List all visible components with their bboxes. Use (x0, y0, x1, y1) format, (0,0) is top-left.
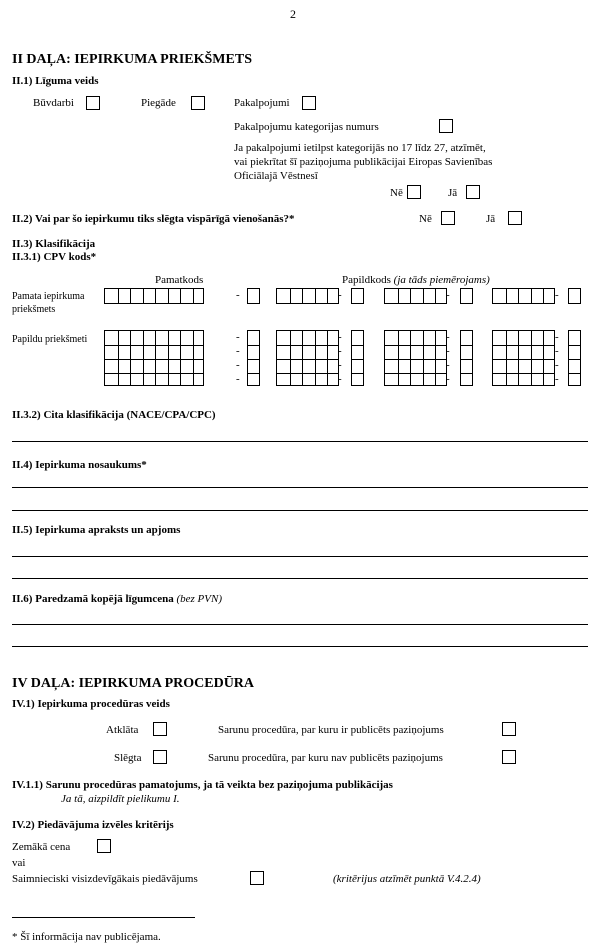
publication-note-line1: Ja pakalpojumi ietilpst kategorijās no 17 līdz 27, atzīmēt, (234, 142, 486, 154)
dash-separator: - (338, 345, 342, 357)
additional-extra-code-grid-1[interactable] (276, 330, 339, 386)
section-4-1-1-note: Ja tā, aizpildīt pielikumu I. (61, 793, 180, 805)
answer-line[interactable] (12, 578, 588, 579)
section-4-2-heading: IV.2) Piedāvājuma izvēles kritērijs (12, 819, 174, 831)
zemaka-cena-checkbox[interactable] (97, 839, 111, 853)
column-papildkods-note: (ja tāds piemērojams) (393, 274, 490, 286)
answer-line[interactable] (12, 556, 588, 557)
additional-main-code-grid[interactable] (104, 330, 204, 386)
section-2-3-heading: II.3) Klasifikācija (12, 238, 96, 250)
extra-code-grid-2[interactable] (384, 288, 447, 304)
atklata-label: Atklāta (106, 724, 139, 736)
publication-note-line2: vai piekrītat šī paziņojuma publikācijai Eiropas Savienības (234, 156, 493, 168)
main-check-box[interactable] (247, 288, 260, 304)
category-number-box[interactable] (439, 119, 453, 133)
agreement-ja-label: Jā (486, 213, 496, 225)
publication-note-line3: Oficiālajā Vēstnesī (234, 170, 318, 182)
column-papildkods (342, 274, 490, 287)
column-papildkods-label: Papildkods (342, 274, 391, 286)
additional-extra-code-grid-3[interactable] (492, 330, 555, 386)
sarunu-unpublished-checkbox[interactable] (502, 750, 516, 764)
dash-separator: - (555, 373, 559, 385)
additional-main-check-box[interactable] (247, 330, 260, 386)
answer-line[interactable] (12, 510, 588, 511)
section-4-1-heading: IV.1) Iepirkuma procedūras veids (12, 698, 170, 710)
saimnieciski-label: Saimnieciski visizdevīgākais piedāvājums (12, 873, 198, 885)
dash-separator: - (236, 331, 240, 343)
dash-separator: - (338, 359, 342, 371)
piegade-label: Piegāde (141, 97, 176, 109)
agreement-ne-checkbox[interactable] (441, 211, 455, 225)
publication-ne-label: Nē (390, 187, 403, 199)
additional-extra-check-box-2[interactable] (460, 330, 473, 386)
section-2-6-heading-text: II.6) Paredzamā kopējā līgumcena (12, 593, 174, 605)
atklata-checkbox[interactable] (153, 722, 167, 736)
dash-separator: - (446, 331, 450, 343)
section-2-3-1-heading: II.3.1) CPV kods* (12, 251, 97, 263)
section-2-6-heading (12, 593, 222, 606)
slegta-checkbox[interactable] (153, 750, 167, 764)
category-number-label: Pakalpojumu kategorijas numurs (234, 121, 379, 133)
extra-check-box-3[interactable] (568, 288, 581, 304)
answer-line[interactable] (12, 624, 588, 625)
footnote: * Šī informācija nav publicējama. (12, 931, 161, 943)
dash-separator: - (338, 373, 342, 385)
row-main-label-line1: Pamata iepirkuma (12, 291, 85, 302)
additional-extra-check-box-1[interactable] (351, 330, 364, 386)
piegade-checkbox[interactable] (191, 96, 205, 110)
agreement-ja-checkbox[interactable] (508, 211, 522, 225)
dash-separator: - (446, 373, 450, 385)
part4-title: IV DAĻA: IEPIRKUMA PROCEDŪRA (12, 676, 255, 691)
answer-line[interactable] (12, 487, 588, 488)
publication-ne-checkbox[interactable] (407, 185, 421, 199)
section-2-4-heading: II.4) Iepirkuma nosaukums* (12, 459, 147, 471)
row-extra-label: Papildu priekšmeti (12, 334, 88, 345)
slegta-label: Slēgta (114, 752, 142, 764)
section-2-6-heading-note: (bez PVN) (176, 593, 222, 605)
dash-separator: - (555, 359, 559, 371)
extra-check-box-2[interactable] (460, 288, 473, 304)
extra-code-grid-1[interactable] (276, 288, 339, 304)
saimnieciski-checkbox[interactable] (250, 871, 264, 885)
dash-separator: - (338, 289, 342, 301)
extra-code-grid-3[interactable] (492, 288, 555, 304)
sarunu-published-label: Sarunu procedūra, par kuru ir publicēts paziņojums (218, 724, 444, 736)
part2-title: II DAĻA: IEPIRKUMA PRIEKŠMETS (12, 52, 252, 67)
dash-separator: - (446, 289, 450, 301)
publication-ja-label: Jā (448, 187, 458, 199)
dash-separator: - (555, 345, 559, 357)
buvdarbi-checkbox[interactable] (86, 96, 100, 110)
agreement-ne-label: Nē (419, 213, 432, 225)
section-2-1-heading: II.1) Līguma veids (12, 75, 99, 87)
dash-separator: - (555, 331, 559, 343)
row-main-label-line2: priekšmets (12, 304, 56, 315)
answer-line[interactable] (12, 646, 588, 647)
dash-separator: - (236, 289, 240, 301)
vai-label: vai (12, 857, 26, 869)
main-code-grid[interactable] (104, 288, 204, 304)
section-2-3-2-heading: II.3.2) Cita klasifikācija (NACE/CPA/CPC) (12, 409, 216, 421)
dash-separator: - (236, 359, 240, 371)
section-4-1-1-heading: IV.1.1) Sarunu procedūras pamatojums, ja tā veikta bez paziņojuma publikācijas (12, 779, 393, 791)
dash-separator: - (446, 359, 450, 371)
dash-separator: - (236, 345, 240, 357)
column-pamatkods: Pamatkods (155, 274, 204, 286)
sarunu-published-checkbox[interactable] (502, 722, 516, 736)
buvdarbi-label: Būvdarbi (33, 97, 74, 109)
zemaka-cena-label: Zemākā cena (12, 841, 71, 853)
additional-extra-check-box-3[interactable] (568, 330, 581, 386)
saimnieciski-note: (kritērijus atzīmēt punktā V.4.2.4) (333, 873, 481, 885)
dash-separator: - (338, 331, 342, 343)
sarunu-unpublished-label: Sarunu procedūra, par kuru nav publicēts paziņojums (208, 752, 443, 764)
pakalpojumi-checkbox[interactable] (302, 96, 316, 110)
dash-separator: - (446, 345, 450, 357)
page-number: 2 (290, 7, 296, 21)
dash-separator: - (236, 373, 240, 385)
extra-check-box-1[interactable] (351, 288, 364, 304)
answer-line[interactable] (12, 441, 588, 442)
section-2-5-heading: II.5) Iepirkuma apraksts un apjoms (12, 524, 181, 536)
pakalpojumi-label: Pakalpojumi (234, 97, 290, 109)
dash-separator: - (555, 289, 559, 301)
publication-ja-checkbox[interactable] (466, 185, 480, 199)
footnote-divider (12, 917, 195, 918)
section-2-2-heading: II.2) Vai par šo iepirkumu tiks slēgta vispārīgā vienošanās?* (12, 213, 295, 225)
additional-extra-code-grid-2[interactable] (384, 330, 447, 386)
